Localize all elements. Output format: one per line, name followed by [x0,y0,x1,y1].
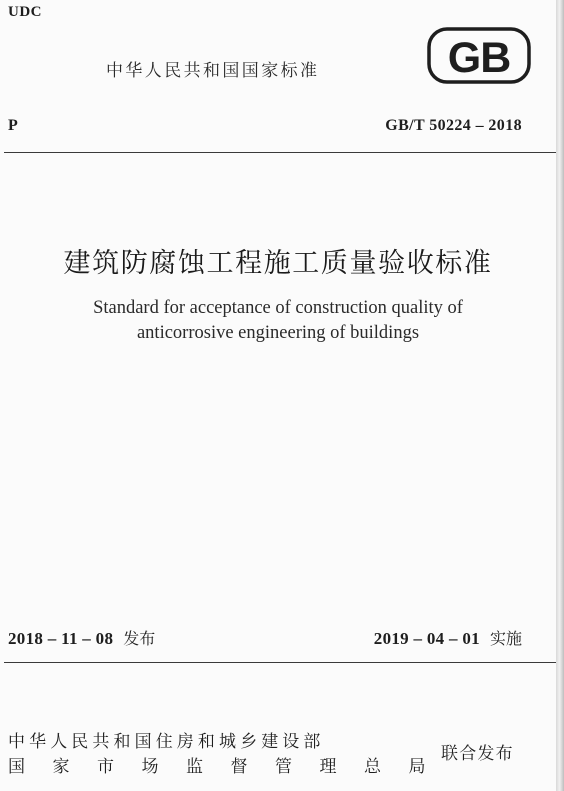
issuer-market-regulation: 国家市场监督管理总局 [8,757,453,777]
english-title-line2: anticorrosive engineering of buildings [136,323,420,343]
udc-label: UDC [8,4,42,20]
footer-divider [4,662,556,663]
header-divider [4,152,556,153]
issue-label: 发布 [123,629,156,648]
page-edge-shadow [556,0,564,791]
gb-logo [427,27,531,84]
classification-code: P [8,117,18,134]
english-title [0,296,556,346]
chinese-title: 建筑防腐蚀工程施工质量验收标准 [63,248,493,279]
gb-logo-text: GB [447,34,511,82]
national-standard-heading: 中华人民共和国国家标准 [106,61,320,81]
implementation-date: 2019 – 04 – 01 [373,629,480,648]
issue-date: 2018 – 11 – 08 [8,629,114,648]
implementation-date-block [374,626,522,649]
issue-date-block [8,626,155,649]
issuer-ministry: 中华人民共和国住房和城乡建设部 [8,732,325,752]
joint-release-label: 联合发布 [441,744,514,764]
english-title-line1: Standard for acceptance of construction quality of [93,298,463,318]
standard-number: GB/T 50224 – 2018 [385,117,522,134]
implementation-label: 实施 [489,629,522,648]
